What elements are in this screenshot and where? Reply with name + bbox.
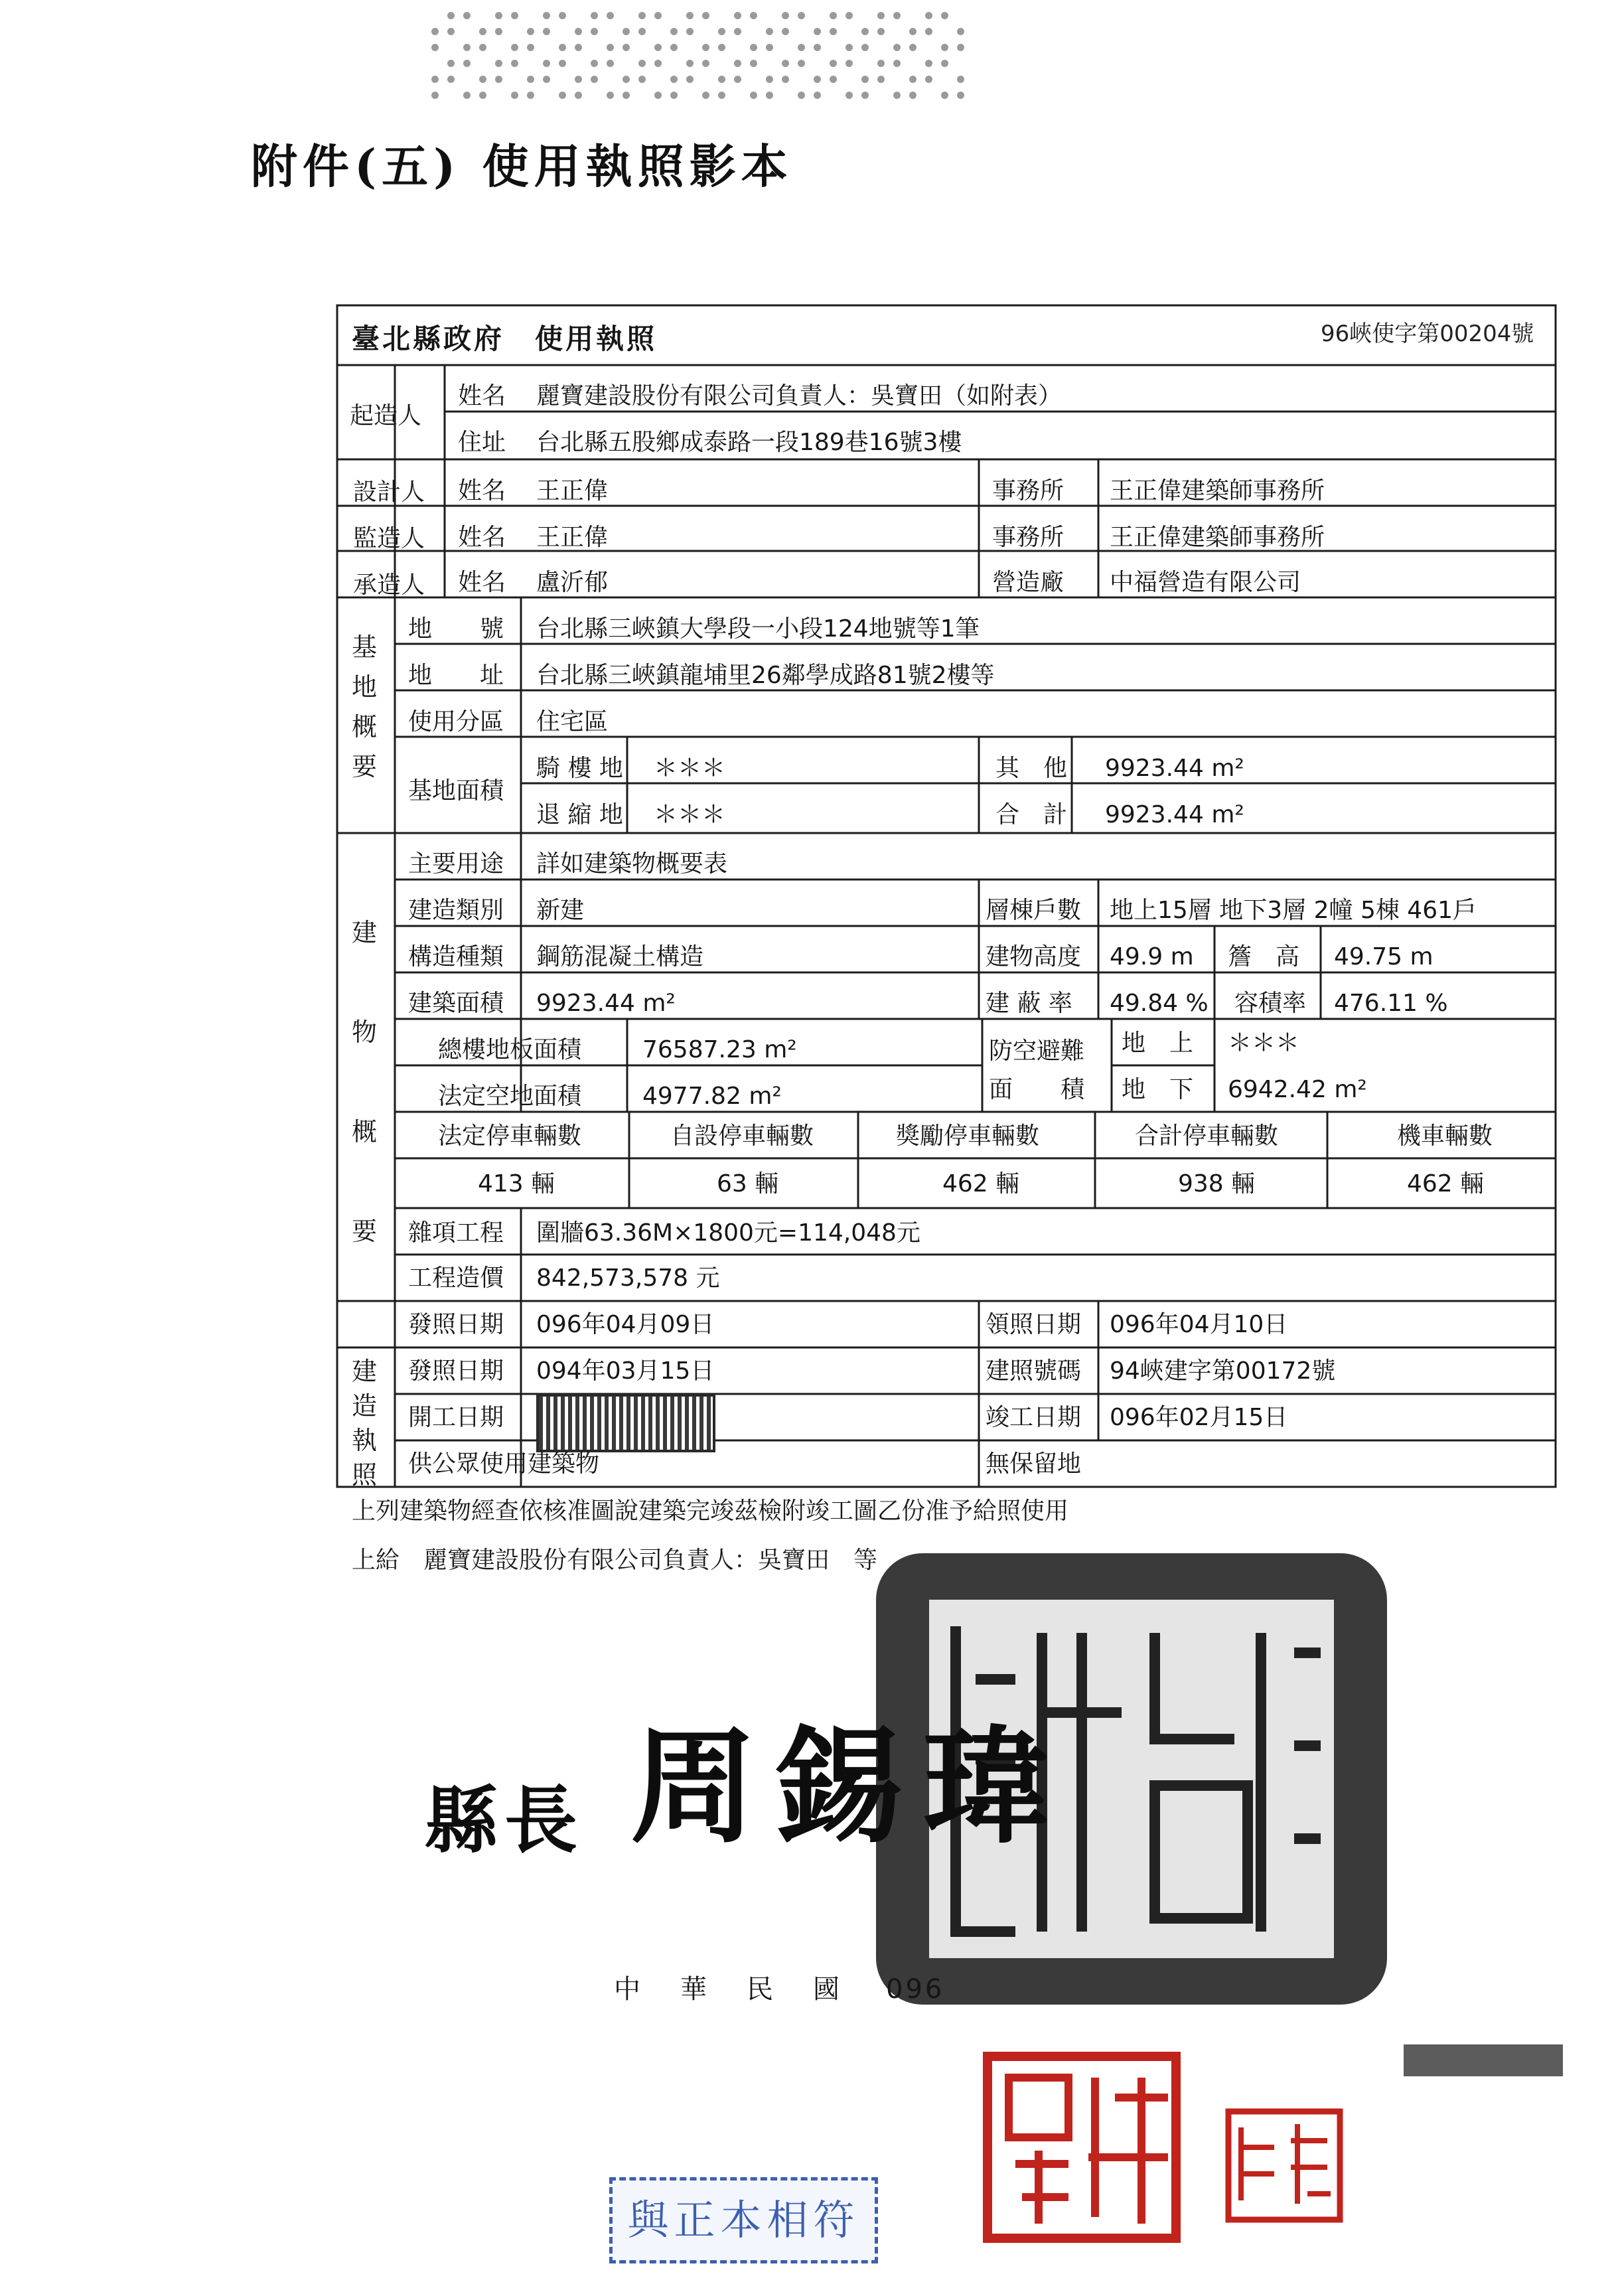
open-space-label: 法定空地面積 [438, 1083, 582, 1110]
designer-office-label: 事務所 [992, 477, 1064, 504]
shelter-above: ＊＊＊ [1228, 1030, 1300, 1057]
coverage-label: 建 蔽 率 [986, 990, 1072, 1017]
applicant-name-label: 姓名 [458, 382, 506, 410]
eaves-label: 簷 高 [1228, 943, 1300, 970]
certified-true-copy-stamp [609, 2177, 878, 2263]
shelter-area-label: 面 積 [989, 1076, 1085, 1103]
supervisor-office: 王正偉建築師事務所 [1110, 524, 1325, 551]
contractor-firm: 中福營造有限公司 [1110, 569, 1301, 596]
shelter-below-label: 地 下 [1122, 1076, 1194, 1103]
build-type: 新建 [536, 897, 585, 924]
supervisor-name: 王正偉 [536, 524, 609, 551]
license-title: 使用執照 [535, 323, 658, 355]
issue-date-label: 發照日期 [408, 1311, 504, 1338]
total-area: 9923.44 m² [1105, 801, 1244, 828]
park-bonus: 462 輛 [942, 1170, 1020, 1197]
cost-label: 工程造價 [408, 1264, 504, 1292]
zoning: 住宅區 [536, 708, 609, 735]
section-contractor: 承造人 [353, 572, 425, 599]
park-legal-label: 法定停車輛數 [438, 1122, 582, 1150]
permit-no-label: 建照號碼 [986, 1357, 1082, 1385]
applicant-address: 台北縣五股鄉成泰路一段189巷16號3樓 [536, 429, 962, 456]
main-use: 詳如建築物概要表 [536, 850, 728, 878]
issue-date-line [614, 1968, 944, 2006]
cost: 842,573,578 元 [536, 1264, 720, 1292]
park-moto: 462 輛 [1407, 1170, 1485, 1197]
contractor-name: 盧沂郁 [536, 569, 609, 596]
park-moto-label: 機車輛數 [1397, 1122, 1493, 1150]
contractor-name-label: 姓名 [458, 569, 506, 596]
location-label: 地 址 [408, 662, 504, 689]
park-self-label: 自設停車輛數 [670, 1122, 814, 1150]
misc: 圍牆63.36M×1800元=114,048元 [536, 1219, 920, 1247]
license-header [352, 317, 657, 357]
location: 台北縣三峽鎮龍埔里26鄰學成路81號2樓等 [536, 662, 995, 689]
contractor-firm-label: 營造廠 [992, 569, 1064, 596]
public-use-label: 供公眾使用建築物 [408, 1450, 600, 1478]
park-self: 63 輛 [717, 1170, 779, 1197]
main-use-label: 主要用途 [408, 850, 504, 878]
date-prefix: 中華民國 [614, 1974, 879, 2005]
shelter-label: 防空避難 [989, 1037, 1085, 1065]
floors-units-label: 層棟戶數 [986, 897, 1082, 924]
designer-name-label: 姓名 [458, 477, 506, 504]
license-number: 96峽使字第00204號 [1321, 321, 1534, 347]
section-site: 基地概要 [351, 633, 377, 781]
eaves: 49.75 m [1334, 943, 1433, 970]
date-year: 096 [886, 1974, 945, 2005]
permit-issue-date-label: 發照日期 [408, 1357, 504, 1385]
shelter-above-label: 地 上 [1122, 1030, 1194, 1057]
magistrate-signature [425, 1686, 1068, 1867]
structure-label: 構造種類 [408, 943, 504, 970]
red-seal-small [1224, 2107, 1344, 2224]
gross-floor-label: 總樓地板面積 [438, 1036, 582, 1063]
lot-no: 台北縣三峽鎮大學段一小段124地號等1筆 [536, 615, 980, 643]
gross-floor: 76587.23 m² [642, 1036, 797, 1063]
park-total-label: 合計停車輛數 [1135, 1122, 1279, 1150]
issuer-name: 臺北縣政府 [352, 323, 505, 355]
setback-label: 退 縮 地 [536, 801, 623, 828]
zoning-label: 使用分區 [408, 708, 504, 735]
lot-no-label: 地 號 [408, 615, 504, 643]
applicant-name: 麗寶建設股份有限公司負責人：吳寶田（如附表） [536, 382, 1063, 410]
other-area: 9923.44 m² [1105, 755, 1244, 782]
designer-office: 王正偉建築師事務所 [1110, 477, 1325, 504]
section-building: 建物概要 [351, 918, 377, 1246]
supervisor-office-label: 事務所 [992, 524, 1064, 551]
structure: 鋼筋混凝土構造 [536, 943, 704, 970]
floor-area-label: 建築面積 [408, 990, 504, 1017]
total-label: 合 計 [995, 801, 1068, 828]
park-legal: 413 輛 [478, 1170, 555, 1197]
height-label: 建物高度 [986, 943, 1082, 970]
park-total: 938 輛 [1178, 1170, 1256, 1197]
red-seal-large [982, 2051, 1181, 2244]
page-heading: 附件(五) 使用執照影本 [251, 139, 793, 194]
reference-tag [1404, 2044, 1563, 2076]
height: 49.9 m [1110, 943, 1194, 970]
open-space: 4977.82 m² [642, 1083, 782, 1110]
receive-date-label: 領照日期 [986, 1311, 1082, 1338]
shelter-below: 6942.42 m² [1228, 1076, 1367, 1103]
arcade-label: 騎 樓 地 [536, 755, 623, 782]
other-label: 其 他 [995, 755, 1068, 782]
receive-date: 096年04月10日 [1110, 1311, 1288, 1338]
site-area-label: 基地面積 [408, 777, 504, 804]
finish-date-label: 竣工日期 [986, 1404, 1082, 1431]
applicant-address-label: 住址 [458, 429, 506, 456]
finish-date: 096年02月15日 [1110, 1404, 1288, 1431]
no-reserve: 無保留地 [986, 1450, 1082, 1478]
magistrate-name: 周錫瑋 [630, 1713, 1069, 1861]
coverage: 49.84 % [1110, 990, 1209, 1017]
recipient-line: 上給 麗寶建設股份有限公司負責人：吳寶田 等 [352, 1547, 878, 1574]
start-date-stamp [536, 1394, 715, 1452]
section-supervisor: 監造人 [353, 525, 425, 552]
permit-issue-date: 094年03月15日 [536, 1357, 715, 1385]
issue-date: 096年04月09日 [536, 1311, 715, 1338]
floor-area: 9923.44 m² [536, 990, 676, 1017]
floors-units: 地上15層 地下3層 2幢 5棟 461戶 [1110, 897, 1477, 924]
section-permit: 建造執照 [351, 1357, 377, 1490]
misc-label: 雜項工程 [408, 1219, 504, 1247]
section-designer: 設計人 [353, 479, 425, 506]
supervisor-name-label: 姓名 [458, 524, 506, 551]
section-applicant: 起造人 [350, 402, 422, 429]
setback: ＊＊＊ [654, 801, 726, 828]
far: 476.11 % [1334, 990, 1448, 1017]
build-type-label: 建造類別 [408, 897, 504, 924]
approval-statement: 上列建築物經查依核准圖說建築完竣茲檢附竣工圖乙份准予給照使用 [352, 1497, 1069, 1525]
designer-name: 王正偉 [536, 477, 609, 504]
arcade: ＊＊＊ [654, 755, 726, 782]
permit-no: 94峽建字第00172號 [1110, 1357, 1336, 1385]
certified-text: 與正本相符 [627, 2196, 860, 2244]
park-bonus-label: 獎勵停車輛數 [896, 1122, 1040, 1150]
magistrate-title: 縣長 [425, 1778, 584, 1863]
far-label: 容積率 [1234, 990, 1307, 1017]
start-date-label: 開工日期 [408, 1404, 504, 1431]
